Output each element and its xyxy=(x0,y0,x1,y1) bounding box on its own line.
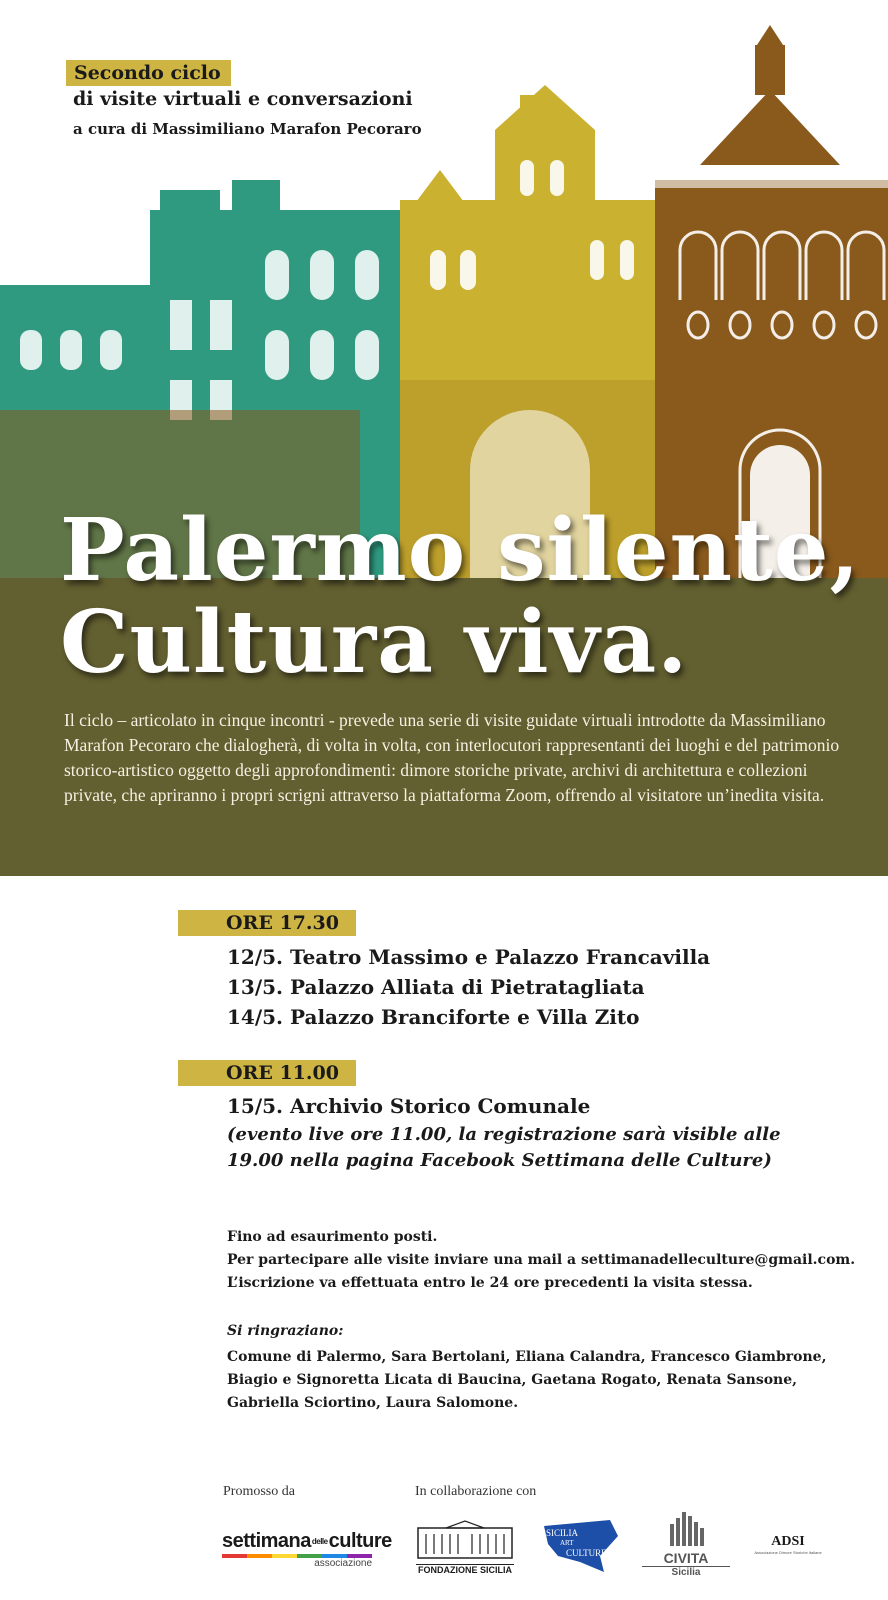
logo-text-associazione: associazione xyxy=(314,1558,372,1569)
info-line: L’iscrizione va effettuata entro le 24 ore precedenti la visita stessa. xyxy=(227,1275,753,1291)
info-line: Fino ad esaurimento posti. xyxy=(227,1229,438,1245)
fondazione-sicilia-logo xyxy=(416,1520,514,1575)
thanks-list xyxy=(227,1346,847,1415)
settimana-delle-culture-logo xyxy=(222,1530,392,1569)
title-line-1: Palermo silente, xyxy=(60,500,861,601)
description-text: Il ciclo – articolato in cinque incontri - prevede una serie di visite guidate virtuali introdotte da Massimiliano Marafon Pecoraro che dialogherà, di volta in volta, con interlocutori rappresentanti dei luoghi e del patrimonio storico-artistico oggetto degli approfondimenti: dimore storiche private, archivi di architettura e collezioni private, che apriranno i propri scrigni attraverso la piattaforma Zoom, offrendo al visitatore un’inedita visita. xyxy=(64,710,840,805)
time-badge-1: ORE 17.30 xyxy=(178,910,356,936)
logo-text-delle: delle xyxy=(311,1537,328,1547)
subtitle: di visite virtuali e conversazioni xyxy=(73,88,413,110)
thanks-line: Gabriella Sciortino, Laura Salomone. xyxy=(227,1395,519,1411)
logo-text-culture: culture xyxy=(328,1530,392,1552)
thanks-line: Comune di Palermo, Sara Bertolani, Eliana Calandra, Francesco Giambrone, xyxy=(227,1349,827,1365)
civita-tower-icon xyxy=(666,1512,706,1546)
curator-line: a cura di Massimiliano Marafon Pecoraro xyxy=(73,120,422,138)
logo-text-adsi: ADSI xyxy=(771,1534,805,1549)
adsi-logo xyxy=(748,1534,828,1555)
collaboration-label: In collaborazione con xyxy=(415,1484,537,1499)
civita-logo xyxy=(642,1512,730,1578)
logo-text-civita-sub: Sicilia xyxy=(671,1567,701,1578)
logo-text-civita: CIVITA xyxy=(642,1550,730,1567)
cycle-tag: Secondo ciclo xyxy=(66,60,231,86)
event-item: 14/5. Palazzo Branciforte e Villa Zito xyxy=(227,1005,640,1029)
thanks-line: Biagio e Signoretta Licata di Baucina, Gaetana Rogato, Renata Sansone, xyxy=(227,1372,798,1388)
participation-info xyxy=(227,1226,867,1295)
time-badge-2: ORE 11.00 xyxy=(178,1060,356,1086)
building-icon xyxy=(416,1520,514,1560)
sicilia-art-culture-logo xyxy=(540,1516,622,1576)
event-item: 15/5. Archivio Storico Comunale xyxy=(227,1094,591,1118)
thanks-heading: Si ringraziano: xyxy=(227,1323,344,1339)
logo-text-adsi-sub: Associazione Dimore Storiche Italiane xyxy=(754,1550,822,1555)
event-note: (evento live ore 11.00, la registrazione sarà visible alle 19.00 nella pagina Facebook Settimana delle Culture) xyxy=(227,1124,781,1171)
event-item: 13/5. Palazzo Alliata di Pietratagliata xyxy=(227,975,645,999)
logo-text-fondazione: FONDAZIONE SICILIA xyxy=(418,1565,512,1575)
promoted-by-label: Promosso da xyxy=(223,1484,295,1499)
logo-text-culture-small: CULTURE xyxy=(566,1548,607,1558)
logo-text-art: ART xyxy=(560,1539,574,1547)
event-item: 12/5. Teatro Massimo e Palazzo Francavilla xyxy=(227,945,711,969)
title-line-2: Cultura viva. xyxy=(60,592,689,693)
main-title xyxy=(60,500,861,693)
info-line: Per partecipare alle visite inviare una mail a settimanadelleculture@gmail.com. xyxy=(227,1252,856,1268)
skyline-illustration xyxy=(0,0,888,580)
logo-text-settimana: settimana xyxy=(222,1530,311,1552)
logo-text-sicilia: SICILIA xyxy=(546,1528,578,1538)
